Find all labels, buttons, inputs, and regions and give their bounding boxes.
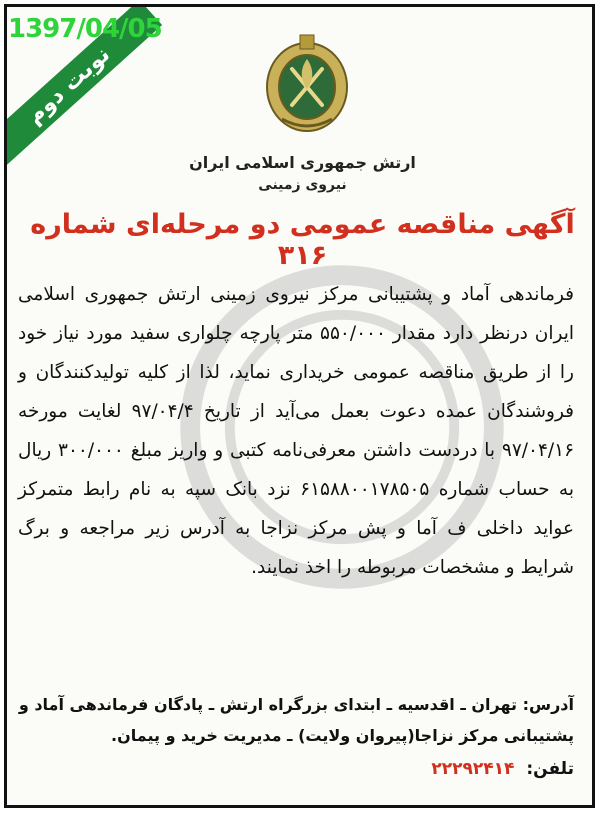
org-name: ارتش جمهوری اسلامی ایران [189,153,416,172]
ribbon-label: نوبت دوم [4,4,162,172]
date-stamp: 1397/04/05 [8,14,162,44]
phone-label: تلفن: [526,759,574,779]
phone-number: ۲۲۲۹۲۴۱۴ [431,759,515,779]
army-emblem-icon [262,29,352,139]
ad-frame [4,4,595,808]
org-branch: نیروی زمینی [258,177,347,193]
ad-body: فرماندهی آماد و پشتیبانی مرکز نیروی زمینی ارتش جمهوری اسلامی ایران درنظر دارد مقدار ۵۵۰/۰۰۰ متر پارچه چلواری سفید مورد نیاز خود را از طریق مناقصه عمومی خریداری نماید، لذا از کلیه تولیدکنندگان و فروشندگان عمده دعوت بعمل می‌آید از تاریخ ۹۷/۰۴/۴ لغایت مورخه ۹۷/۰۴/۱۶ با دردست داشتن معرفی‌نامه کتبی و واریز مبلغ ۳۰۰/۰۰۰ ریال به حساب شماره ۶۱۵۸۸۰۰۱۷۸۵۰۵ نزد بانک سپه به نام رابط متمرکز عواید داخلی ف آما و پش مرکز نزاجا به آدرس زیر مراجعه و برگ شرایط و مشخصات مربوطه را اخذ نمایند. [18,284,575,578]
ad-title: آگهی مناقصه عمومی دو مرحله‌ای شماره ۳۱۶ [30,209,575,271]
ad-phone [431,759,574,779]
ad-address: آدرس: تهران ـ اقدسیه ـ ابتدای بزرگراه ارتش ـ پادگان فرماندهی آماد و پشتیبانی مرکز نزاجا(پیروان ولایت) ـ مدیریت خرید و پیمان. [18,695,574,745]
